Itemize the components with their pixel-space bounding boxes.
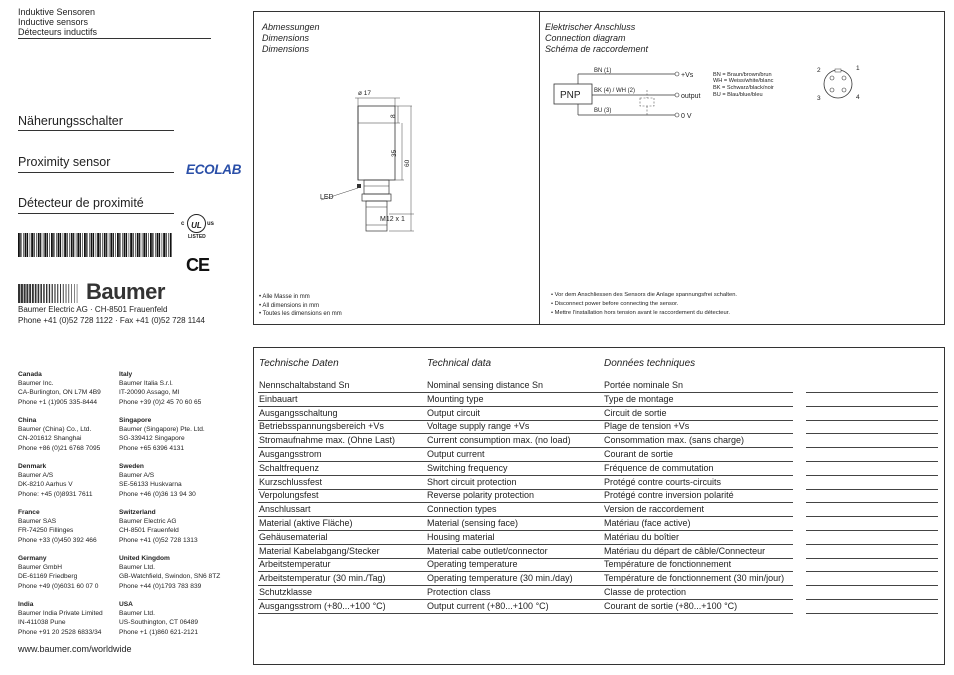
country-line: Baumer (Singapore) Pte. Ltd. <box>119 426 205 434</box>
baumer-logo <box>18 279 168 304</box>
dim-diameter-label: ø 17 <box>358 90 372 97</box>
country-name: Canada <box>18 371 42 378</box>
spec-cell-en: Voltage supply range +Vs <box>427 421 530 432</box>
pin-4-label: 4 <box>856 94 860 101</box>
spec-cell-fr: Consommation max. (sans charge) <box>604 435 745 446</box>
country-line: Baumer Electric AG <box>119 518 177 526</box>
spec-cell-fr: Matériau du départ de câble/Connecteur <box>604 545 766 556</box>
table-row <box>254 489 944 502</box>
country-name: Denmark <box>18 463 47 470</box>
wiring-diagram <box>540 12 944 152</box>
led-indicator <box>357 184 361 188</box>
country-name: United Kingdom <box>119 555 170 562</box>
spec-cell-de: Schaltfrequenz <box>259 462 320 473</box>
spec-cell-fr: Version de raccordement <box>604 504 705 515</box>
country-entry <box>18 416 118 453</box>
dimensions-title-de: Abmessungen <box>262 22 320 32</box>
dim-35-label: 35 <box>391 149 398 157</box>
dimensions-panel <box>253 11 541 325</box>
legend-bn: BN = Braun/brown/brun <box>713 72 772 78</box>
country-name: Italy <box>119 371 133 378</box>
spec-cell-en: Reverse polarity protection <box>427 490 535 501</box>
country-line: SE-56133 Huskvarna <box>119 481 182 489</box>
connection-note-de: • Vor dem Anschliessen des Sensors die Anlage spannungsfrei schalten. <box>551 292 738 298</box>
ul-mark: UL <box>191 221 202 230</box>
country-line: Baumer Ltd. <box>119 610 155 618</box>
legend-bk: BK = Schwarz/black/noir <box>713 85 774 91</box>
spec-cell-en: Material cabe outlet/connector <box>427 545 548 556</box>
country-line: Baumer GmbH <box>18 564 62 572</box>
spec-cell-fr: Portée nominale Sn <box>604 380 684 390</box>
value-field-line <box>806 613 938 614</box>
country-line: Baumer SAS <box>18 518 57 526</box>
pin-3-label: 3 <box>817 95 821 102</box>
country-line: Phone +65 6396 4131 <box>119 444 185 452</box>
country-line: DE-61169 Friedberg <box>18 573 78 581</box>
dimension-drawing <box>254 12 540 272</box>
product-rule-en <box>18 172 174 173</box>
country-name: Switzerland <box>119 509 156 516</box>
terminal-output-label: output <box>681 93 701 100</box>
table-row <box>254 420 944 433</box>
table-row <box>254 434 944 447</box>
dimensions-note-fr: • Toutes les dimensions en mm <box>259 311 342 317</box>
ecolab-logo: ECOLAB <box>186 162 242 177</box>
dimensions-title-fr: Dimensions <box>262 44 310 54</box>
techdata-head-de: Technische Daten <box>259 358 339 369</box>
country-entry <box>119 600 239 637</box>
connection-title-de: Elektrischer Anschluss <box>545 22 636 32</box>
country-line: Phone +41 (0)52 728 1313 <box>119 536 198 544</box>
table-row <box>254 407 944 420</box>
header-rule <box>18 38 211 39</box>
spec-cell-en: Output current (+80...+100 °C) <box>427 600 549 611</box>
spec-cell-de: Ausgangsstrom <box>259 449 322 459</box>
country-line: CH-8501 Frauenfeld <box>119 527 179 535</box>
country-name: Germany <box>18 555 47 562</box>
country-entry <box>119 416 239 453</box>
spec-cell-de: Ausgangsstrom (+80...+100 °C) <box>259 600 386 611</box>
country-line: Baumer A/S <box>18 472 54 480</box>
load-symbol <box>640 98 654 106</box>
country-entry <box>119 554 239 591</box>
country-entry <box>18 554 118 591</box>
led-label: LED <box>320 194 334 201</box>
pnp-label: PNP <box>560 90 581 101</box>
terminal-vs-label: +Vs <box>681 72 694 79</box>
table-row <box>254 476 944 489</box>
country-entry <box>18 600 118 637</box>
spec-cell-de: Verpolungsfest <box>259 490 319 501</box>
table-row <box>254 517 944 530</box>
country-line: FR-74250 Fillinges <box>18 527 74 535</box>
spec-cell-de: Arbeitstemperatur <box>259 559 331 570</box>
techdata-head-fr: Données techniques <box>604 358 696 369</box>
spec-cell-en: Nominal sensing distance Sn <box>427 380 544 390</box>
ul-listed-logo <box>181 213 221 243</box>
barcode <box>18 233 174 257</box>
spec-cell-en: Short circuit protection <box>427 476 517 487</box>
table-row <box>254 393 944 406</box>
spec-cell-fr: Protégé contre inversion polarité <box>604 490 734 501</box>
spec-cell-fr: Type de montage <box>604 393 674 404</box>
country-line: Phone +39 (0)2 45 70 60 65 <box>119 398 202 406</box>
header-line-fr: Détecteurs inductifs <box>18 27 98 37</box>
spec-cell-de: Kurzschlussfest <box>259 476 323 487</box>
website-link[interactable]: www.baumer.com/worldwide <box>18 644 132 654</box>
wire-bn-label: BN (1) <box>594 68 612 74</box>
spec-cell-de: Material (aktive Fläche) <box>259 518 353 528</box>
techdata-head-en: Technical data <box>427 358 492 369</box>
table-row <box>254 600 944 613</box>
spec-cell-en: Output current <box>427 449 485 459</box>
legend-wh: WH = Weiss/white/blanc <box>713 78 774 84</box>
dimensions-notes <box>259 293 342 319</box>
spec-cell-fr: Courant de sortie (+80...+100 °C) <box>604 600 738 611</box>
wire-bu-label: BU (3) <box>594 108 612 114</box>
country-line: Phone +1 (1)860 621-2121 <box>119 628 199 636</box>
table-row <box>254 586 944 599</box>
table-row <box>254 462 944 475</box>
country-line: Baumer (China) Co., Ltd. <box>18 426 92 434</box>
spec-cell-de: Material Kabelabgang/Stecker <box>259 545 380 556</box>
country-line: CA-Burlington, ON L7M 4B9 <box>18 389 101 397</box>
connection-title-en: Connection diagram <box>545 33 626 43</box>
baumer-wordmark: Baumer <box>86 279 165 304</box>
country-line: SG-339412 Singapore <box>119 435 185 443</box>
table-row <box>254 531 944 544</box>
product-rule-fr <box>18 213 174 214</box>
spec-cell-en: Output circuit <box>427 407 481 418</box>
spec-cell-fr: Température de fonctionnement <box>604 559 732 570</box>
country-line: CN-201612 Shanghai <box>18 435 82 443</box>
wire-bk-label: BK (4) / WH (2) <box>594 88 636 94</box>
techdata-panel <box>253 347 945 665</box>
spec-cell-en: Material (sensing face) <box>427 518 519 528</box>
spec-cell-fr: Protégé contre courts-circuits <box>604 476 722 487</box>
connection-title-fr: Schéma de raccordement <box>545 44 649 54</box>
connection-note-en: • Disconnect power before connecting the sensor. <box>551 301 679 307</box>
spec-cell-de: Anschlussart <box>259 504 311 515</box>
ul-circle-icon <box>187 214 206 233</box>
country-name: France <box>18 509 40 516</box>
product-name-fr: Détecteur de proximité <box>18 196 144 210</box>
spec-cell-de: Arbeitstemperatur (30 min./Tag) <box>259 573 386 584</box>
connection-panel <box>539 11 945 325</box>
country-line: Phone +33 (0)450 392 466 <box>18 536 97 544</box>
spec-cell-en: Connection types <box>427 504 497 515</box>
table-row <box>254 558 944 571</box>
table-row <box>254 448 944 461</box>
spec-cell-de: Schutzklasse <box>259 587 313 597</box>
ul-listed-text: LISTED <box>188 234 206 240</box>
country-entry <box>119 370 239 407</box>
pin-2-label: 2 <box>817 67 821 74</box>
country-line: IT-20090 Assago, MI <box>119 389 180 397</box>
sensor-connector <box>362 194 391 201</box>
product-name-de: Näherungsschalter <box>18 114 123 128</box>
country-list-left <box>18 370 118 646</box>
spec-cell-de: Nennschaltabstand Sn <box>259 380 350 390</box>
ul-c-mark: c <box>181 221 185 227</box>
spec-cell-en: Protection class <box>427 587 491 597</box>
header-line-de: Induktive Sensoren <box>18 7 96 17</box>
pin-1-label: 1 <box>856 65 860 72</box>
spec-cell-fr: Matériau (face active) <box>604 518 691 528</box>
country-name: Singapore <box>119 417 152 424</box>
table-row <box>254 379 944 392</box>
spec-cell-de: Gehäusematerial <box>259 531 328 542</box>
table-row <box>254 572 944 585</box>
spec-cell-en: Operating temperature (30 min./day) <box>427 573 573 584</box>
table-row <box>254 545 944 558</box>
sensor-neck <box>364 180 389 194</box>
thread-label: M12 x 1 <box>380 216 405 223</box>
country-line: Baumer Ltd. <box>119 564 155 572</box>
country-line: Phone +44 (0)1793 783 839 <box>119 582 202 590</box>
country-entry <box>119 508 239 545</box>
spec-cell-fr: Courant de sortie <box>604 449 674 459</box>
header-block <box>18 7 97 37</box>
connector-pinout-icon <box>824 70 852 98</box>
dimensions-note-de: • Alle Masse in mm <box>259 294 310 300</box>
header-line-en: Inductive sensors <box>18 17 89 27</box>
country-line: Baumer Inc. <box>18 380 54 388</box>
country-entry <box>119 462 239 499</box>
country-line: US-Southington, CT 06489 <box>119 619 199 627</box>
country-line: Phone +91 20 2528 6833/34 <box>18 628 102 636</box>
dim-60-label: 60 <box>404 159 411 167</box>
terminal-0v-label: 0 V <box>681 113 692 120</box>
country-line: IN-411038 Pune <box>18 619 66 627</box>
ul-us-mark: us <box>207 221 215 227</box>
spec-cell-de: Stromaufnahme max. (Ohne Last) <box>259 435 396 446</box>
country-name: China <box>18 417 37 424</box>
country-entry <box>18 508 118 545</box>
country-list-right <box>119 370 239 646</box>
techdata-table <box>254 379 944 619</box>
country-line: Phone +1 (1)905 335-8444 <box>18 398 98 406</box>
country-line: Phone +46 (0)36 13 94 30 <box>119 490 196 498</box>
country-name: India <box>18 601 34 608</box>
spec-cell-fr: Matériau du boîtier <box>604 531 680 542</box>
country-line: Baumer India Private Limited <box>18 610 103 618</box>
spec-cell-en: Mounting type <box>427 393 484 404</box>
company-address: Baumer Electric AG · CH-8501 Frauenfeld <box>18 305 168 314</box>
table-row <box>254 503 944 516</box>
spec-cell-en: Operating temperature <box>427 559 518 570</box>
spec-cell-de: Betriebsspannungsbereich +Vs <box>259 421 384 432</box>
spec-cell-en: Switching frequency <box>427 462 508 473</box>
country-name: USA <box>119 601 133 608</box>
company-phone: Phone +41 (0)52 728 1122 · Fax +41 (0)52 728 1144 <box>18 316 205 325</box>
spec-cell-fr: Fréquence de commutation <box>604 462 714 473</box>
spec-cell-fr: Classe de protection <box>604 587 687 597</box>
spec-cell-fr: Température de fonctionnement (30 min/jour) <box>604 573 785 584</box>
spec-cell-en: Housing material <box>427 531 495 542</box>
country-line: Phone +86 (0)21 6768 7095 <box>18 444 101 452</box>
country-entry <box>18 462 118 499</box>
country-line: Baumer A/S <box>119 472 155 480</box>
connection-notes <box>551 291 737 318</box>
spec-cell-en: Current consumption max. (no load) <box>427 435 571 446</box>
country-line: GB-Watchfield, Swindon, SN6 8TZ <box>119 573 221 581</box>
country-name: Sweden <box>119 463 144 470</box>
spec-cell-fr: Circuit de sortie <box>604 407 667 418</box>
country-line: DK-8210 Aarhus V <box>18 481 73 489</box>
country-entry <box>18 370 118 407</box>
ce-mark: CE <box>186 255 210 275</box>
product-rule-de <box>18 130 174 131</box>
dimensions-note-en: • All dimensions in mm <box>259 302 320 309</box>
row-divider <box>258 613 793 614</box>
dim-8-label: 8 <box>390 114 397 118</box>
product-name-en: Proximity sensor <box>18 155 111 169</box>
connection-note-fr: • Mettre l’installation hors tension avant le raccordement du détecteur. <box>551 310 730 316</box>
country-line: Phone: +45 (0)8931 7611 <box>18 490 93 498</box>
spec-cell-de: Einbauart <box>259 393 298 404</box>
spec-cell-fr: Plage de tension +Vs <box>604 421 690 432</box>
baumer-logo-mark <box>18 284 82 303</box>
country-line: Baumer Italia S.r.l. <box>119 380 173 388</box>
legend-bu: BU = Blau/blue/bleu <box>713 92 763 98</box>
dimensions-title-en: Dimensions <box>262 33 310 43</box>
country-line: Phone +49 (0)6031 60 07 0 <box>18 582 99 590</box>
spec-cell-de: Ausgangsschaltung <box>259 407 338 418</box>
